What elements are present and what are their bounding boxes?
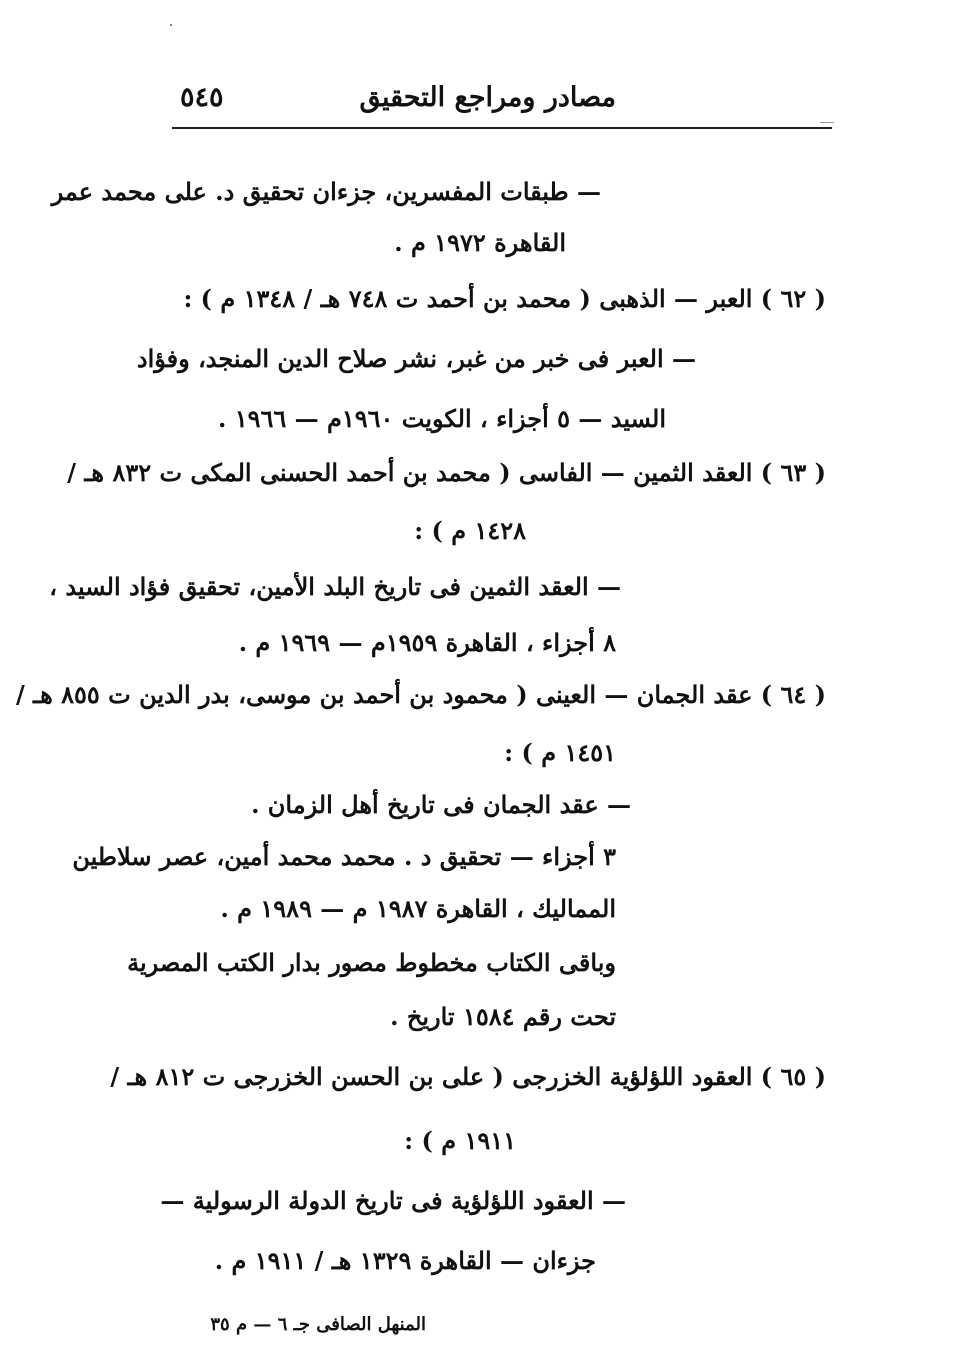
- entry-heading: ( ٦٤ ) عقد الجمان — العينى ( محمود بن أحمد بن موسى، بدر الدين ت ٨٥٥ هـ /: [15, 680, 826, 709]
- header-rule: [172, 127, 832, 129]
- entry-heading: ( ٦٢ ) العبر — الذهبى ( محمد بن أحمد ت ٧٤٨ هـ / ١٣٤٨ م ) :: [183, 284, 826, 313]
- scan-speck: [820, 122, 834, 123]
- entry-line: وباقى الكتاب مخطوط مصور بدار الكتب المصرية: [127, 948, 616, 977]
- entry-line: — العبر فى خبر من غبر، نشر صلاح الدين المنجد، وفؤاد: [136, 344, 696, 373]
- entry-line: — العقد الثمين فى تاريخ البلد الأمين، تحقيق فؤاد السيد ،: [49, 572, 621, 601]
- entry-line: — عقد الجمان فى تاريخ أهل الزمان .: [251, 790, 631, 819]
- entry-heading: ( ٦٣ ) العقد الثمين — الفاسى ( محمد بن أحمد الحسنى المكى ت ٨٣٢ هـ /: [67, 458, 826, 487]
- entry-line: ١٤٥١ م ) :: [504, 738, 616, 767]
- entry-line: — العقود اللؤلؤية فى تاريخ الدولة الرسولية —: [160, 1186, 626, 1215]
- entry-line: ١٩١١ م ) :: [404, 1126, 516, 1155]
- entry-line: السيد — ٥ أجزاء ، الكويت ١٩٦٠م — ١٩٦٦ .: [217, 404, 666, 433]
- page-number: ٥٤٥: [180, 82, 224, 113]
- entry-line: جزءان — القاهرة ١٣٢٩ هـ / ١٩١١ م .: [214, 1246, 596, 1275]
- scan-speck: [170, 24, 172, 26]
- entry-line: ٣ أجزاء — تحقيق د . محمد محمد أمين، عصر سلاطين: [72, 842, 616, 871]
- entry-line: تحت رقم ١٥٨٤ تاريخ .: [390, 1002, 616, 1031]
- running-title: مصادر ومراجع التحقيق: [359, 82, 616, 113]
- entry-line: ١٤٢٨ م ) :: [414, 516, 526, 545]
- entry-line: ٨ أجزاء ، القاهرة ١٩٥٩م — ١٩٦٩ م .: [238, 628, 616, 657]
- signature-mark: المنهل الصافى جـ ٦ — م ٣٥: [210, 1314, 426, 1335]
- entry-line: القاهرة ١٩٧٢ م .: [394, 228, 566, 257]
- entry-heading: ( ٦٥ ) العقود اللؤلؤية الخزرجى ( على بن الحسن الخزرجى ت ٨١٢ هـ /: [110, 1062, 826, 1091]
- entry-line: المماليك ، القاهرة ١٩٨٧ م — ١٩٨٩ م .: [220, 894, 616, 923]
- entry-line: — طبقات المفسرين، جزءان تحقيق د. على محمد عمر: [51, 177, 601, 206]
